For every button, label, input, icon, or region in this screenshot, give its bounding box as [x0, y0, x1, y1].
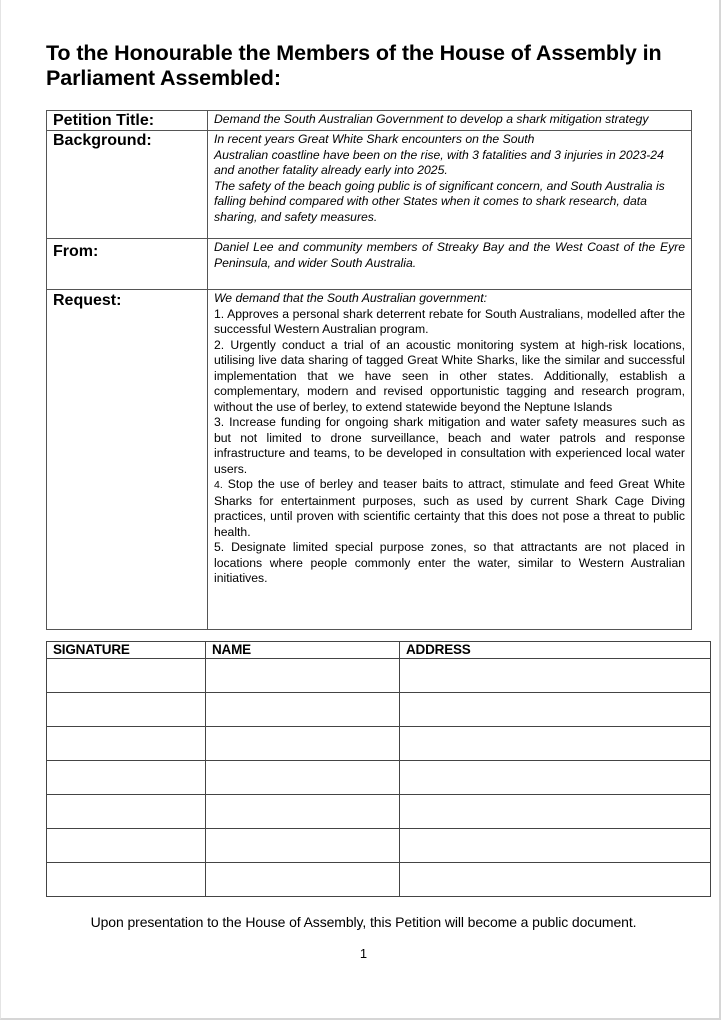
name-column-header: NAME	[206, 642, 400, 659]
request-item	[214, 307, 685, 338]
page-number: 1	[359, 946, 368, 961]
request-item-text: Approves a personal shark deterrent rebate for South Australians, modelled after the successful Western Australian program.	[214, 306, 685, 336]
request-row	[47, 290, 692, 630]
address-cell[interactable]	[400, 659, 711, 693]
name-cell[interactable]	[206, 863, 400, 897]
request-item	[214, 415, 685, 477]
signature-table-header	[47, 642, 711, 659]
page-title: To the Honourable the Members of the House of Assembly in Parliament Assembled:	[46, 41, 662, 90]
request-item-text: Stop the use of berley and teaser baits to attract, stimulate and feed Great White Sharks for entertainment purposes, such as used by current Shark Cage Diving practices, until proven with scientific certainty that this does not pose a threat to public health.	[214, 477, 685, 539]
table-row	[47, 829, 711, 863]
request-item-number: 3.	[214, 415, 225, 429]
background-line: Australian coastline have been on the rise, with 3 fatalities and 3 injuries in 2023-24 and another fatality already early into 2025.	[214, 147, 664, 177]
request-intro: We demand that the South Australian government:	[214, 291, 488, 305]
from-label: From:	[47, 239, 208, 290]
name-cell[interactable]	[206, 761, 400, 795]
background-value	[208, 131, 692, 239]
signature-cell[interactable]	[47, 727, 206, 761]
request-item	[214, 540, 685, 587]
address-cell[interactable]	[400, 795, 711, 829]
address-cell[interactable]	[400, 727, 711, 761]
background-row	[47, 131, 692, 239]
public-document-notice: Upon presentation to the House of Assembly, this Petition will become a public document.	[90, 914, 637, 930]
table-row	[47, 761, 711, 795]
petition-title-row	[47, 111, 692, 131]
signature-column-header: SIGNATURE	[47, 642, 206, 659]
petition-title-value: Demand the South Australian Government to develop a shark mitigation strategy	[208, 111, 692, 131]
signature-cell[interactable]	[47, 795, 206, 829]
name-cell[interactable]	[206, 659, 400, 693]
background-line: The safety of the beach going public is of significant concern, and South Australia is falling behind compared with other States when it comes to shark research, data sharing, and safety measures.	[214, 178, 665, 224]
background-label: Background:	[47, 131, 208, 239]
request-item-text: Designate limited special purpose zones, so that attractants are not placed in locations where people commonly enter the water, similar to Western Australian initiatives.	[214, 540, 685, 585]
petition-details-table	[46, 110, 692, 630]
name-cell[interactable]	[206, 693, 400, 727]
request-item-number: 4.	[214, 479, 223, 491]
signature-table	[46, 641, 711, 897]
from-row	[47, 239, 692, 290]
from-value: Daniel Lee and community members of Streaky Bay and the West Coast of the Eyre Peninsula, and wider South Australia.	[208, 239, 692, 290]
table-row	[47, 795, 711, 829]
table-row	[47, 693, 711, 727]
table-row	[47, 659, 711, 693]
signature-cell[interactable]	[47, 863, 206, 897]
request-item-number: 2.	[214, 337, 225, 352]
address-column-header: ADDRESS	[400, 642, 711, 659]
signature-cell[interactable]	[47, 659, 206, 693]
request-item-text: Urgently conduct a trial of an acoustic monitoring system at high-risk locations, utilising live data sharing of tagged Great White Sharks, like the similar and successful implementation that we have seen in other states. Additionally, establish a complementary, modern and revised opportunistic tagging and research program, without the use of berley, to extend statewide beyond the Neptune Islands	[214, 337, 685, 414]
request-value	[208, 290, 692, 630]
name-cell[interactable]	[206, 727, 400, 761]
request-item	[214, 338, 685, 416]
request-item	[214, 477, 685, 540]
signature-cell[interactable]	[47, 761, 206, 795]
address-cell[interactable]	[400, 693, 711, 727]
signature-cell[interactable]	[47, 829, 206, 863]
signature-cell[interactable]	[47, 693, 206, 727]
address-cell[interactable]	[400, 829, 711, 863]
address-cell[interactable]	[400, 863, 711, 897]
background-line: In recent years Great White Shark encounters on the South	[214, 132, 535, 146]
request-item-number: 1.	[214, 306, 225, 321]
request-label: Request:	[47, 290, 208, 630]
request-item-text: Increase funding for ongoing shark mitigation and water safety measures such as but not limited to drone surveillance, beach and water patrols and response infrastructure and teams, to be developed in consultation with experienced local water users.	[214, 415, 685, 476]
table-row	[47, 727, 711, 761]
name-cell[interactable]	[206, 795, 400, 829]
address-cell[interactable]	[400, 761, 711, 795]
name-cell[interactable]	[206, 829, 400, 863]
petition-title-label: Petition Title:	[47, 111, 208, 131]
request-item-number: 5.	[214, 540, 225, 554]
table-row	[47, 863, 711, 897]
